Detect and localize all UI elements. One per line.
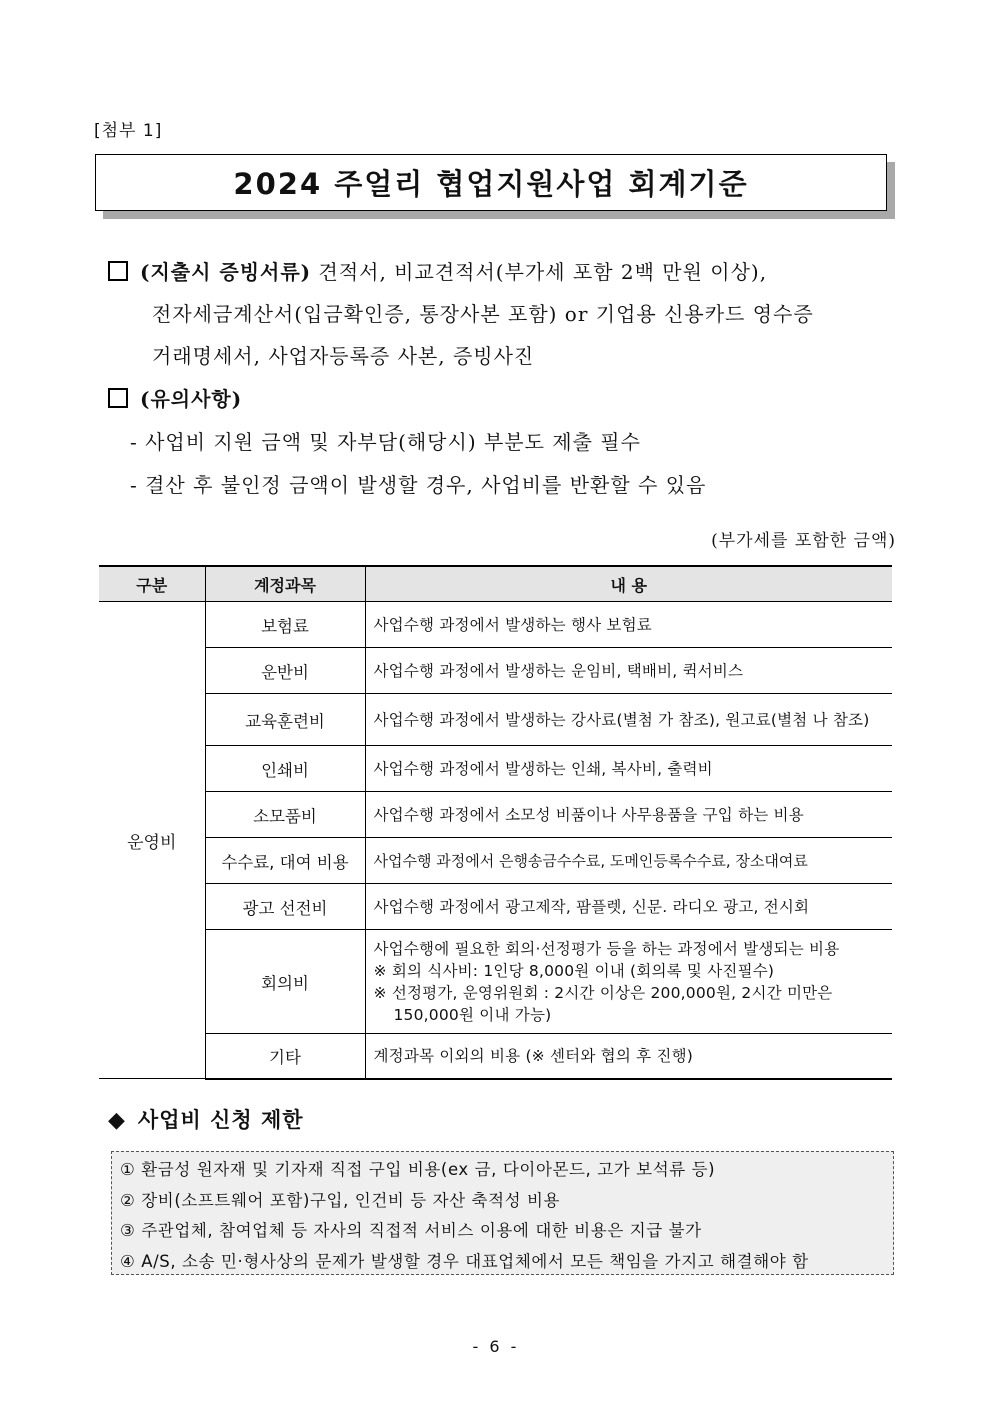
diamond-bullet-icon: ◆ bbox=[108, 1107, 126, 1133]
evidence-text-1: 견적서, 비교견적서(부가세 포함 2백 만원 이상), bbox=[318, 260, 768, 284]
attachment-label: [첨부 1] bbox=[94, 121, 163, 141]
restrictions-heading: 사업비 신청 제한 bbox=[137, 1107, 304, 1132]
section-evidence-line1 bbox=[108, 256, 767, 285]
checkbox-square-icon bbox=[108, 388, 128, 408]
notes-bullet-1: - 사업비 지원 금액 및 자부담(해당시) 부분도 제출 필수 bbox=[130, 430, 641, 454]
account-item: 회의비 bbox=[205, 930, 365, 1034]
account-desc: 계정과목 이외의 비용 (※ 센터와 협의 후 진행) bbox=[365, 1034, 892, 1079]
account-desc: 사업수행 과정에서 광고제작, 팜플렛, 신문. 라디오 광고, 전시회 bbox=[365, 884, 892, 930]
account-item: 기타 bbox=[205, 1034, 365, 1079]
restriction-item: ② 장비(소프트웨어 포함)구입, 인건비 등 자산 축적성 비용 bbox=[120, 1190, 561, 1210]
header-account: 계정과목 bbox=[205, 566, 365, 602]
account-desc: 사업수행 과정에서 발생하는 운임비, 택배비, 퀵서비스 bbox=[365, 648, 892, 694]
notes-heading: (유의사항) bbox=[140, 387, 243, 411]
account-desc: 사업수행 과정에서 발생하는 강사료(별첨 가 참조), 원고료(별첨 나 참조) bbox=[365, 694, 892, 746]
vat-note: (부가세를 포함한 금액) bbox=[711, 531, 896, 551]
account-table bbox=[99, 565, 892, 1080]
table-row bbox=[99, 746, 892, 792]
header-category: 구분 bbox=[99, 566, 205, 602]
account-item: 광고 선전비 bbox=[205, 884, 365, 930]
table-row bbox=[99, 602, 892, 648]
header-content: 내 용 bbox=[365, 566, 892, 602]
table-row bbox=[99, 694, 892, 746]
restriction-item: ④ A/S, 소송 민·형사상의 문제가 발생할 경우 대표업체에서 모든 책임을 가지고 해결해야 함 bbox=[120, 1251, 809, 1271]
table-row bbox=[99, 792, 892, 838]
evidence-text-2: 전자세금계산서(입금확인증, 통장사본 포함) or 기업용 신용카드 영수증 bbox=[152, 302, 814, 326]
checkbox-square-icon bbox=[108, 261, 128, 281]
evidence-heading: (지출시 증빙서류) bbox=[140, 260, 312, 284]
table-header-row bbox=[99, 566, 892, 602]
account-item: 교육훈련비 bbox=[205, 694, 365, 746]
account-item: 소모품비 bbox=[205, 792, 365, 838]
evidence-text-3: 거래명세서, 사업자등록증 사본, 증빙사진 bbox=[152, 344, 535, 368]
table-row bbox=[99, 930, 892, 1034]
account-desc: 사업수행 과정에서 은행송금수수료, 도메인등록수수료, 장소대여료 bbox=[365, 838, 892, 884]
meeting-note-1: ※ 회의 식사비: 1인당 8,000원 이내 (회의록 및 사진필수) bbox=[373, 961, 775, 980]
table-row bbox=[99, 648, 892, 694]
account-desc-meeting bbox=[365, 930, 892, 1034]
account-item: 수수료, 대여 비용 bbox=[205, 838, 365, 884]
table-row bbox=[99, 884, 892, 930]
restriction-item: ③ 주관업체, 참여업체 등 자사의 직접적 서비스 이용에 대한 비용은 지급 불가 bbox=[120, 1221, 702, 1240]
table-row bbox=[99, 1034, 892, 1079]
table-row bbox=[99, 838, 892, 884]
section-notes-heading bbox=[108, 383, 242, 412]
restriction-item: ① 환금성 원자재 및 기자재 직접 구입 비용(ex 금, 다이아몬드, 고가 보석류 등) bbox=[120, 1160, 716, 1179]
account-desc: 사업수행 과정에서 소모성 비품이나 사무용품을 구입 하는 비용 bbox=[365, 792, 892, 838]
page-number: - 6 - bbox=[472, 1337, 520, 1356]
restrictions-box bbox=[111, 1151, 894, 1275]
meeting-note-2: ※ 선정평가, 운영위원회 : 2시간 이상은 200,000원, 2시간 미만은 150,000원 이내 가능) bbox=[373, 983, 833, 1024]
page-title: 2024 주얼리 협업지원사업 회계기준 bbox=[233, 167, 749, 201]
restrictions-heading-row bbox=[108, 1104, 304, 1134]
group-operating-cost: 운영비 bbox=[99, 602, 205, 1079]
account-item: 보험료 bbox=[205, 602, 365, 648]
account-item: 운반비 bbox=[205, 648, 365, 694]
account-desc: 사업수행 과정에서 발생하는 인쇄, 복사비, 출력비 bbox=[365, 746, 892, 792]
meeting-desc: 사업수행에 필요한 회의·선정평가 등을 하는 과정에서 발생되는 비용 bbox=[373, 939, 840, 958]
notes-bullet-2: - 결산 후 불인정 금액이 발생할 경우, 사업비를 반환할 수 있음 bbox=[130, 473, 707, 497]
account-desc: 사업수행 과정에서 발생하는 행사 보험료 bbox=[365, 602, 892, 648]
title-box bbox=[95, 154, 887, 211]
account-item: 인쇄비 bbox=[205, 746, 365, 792]
